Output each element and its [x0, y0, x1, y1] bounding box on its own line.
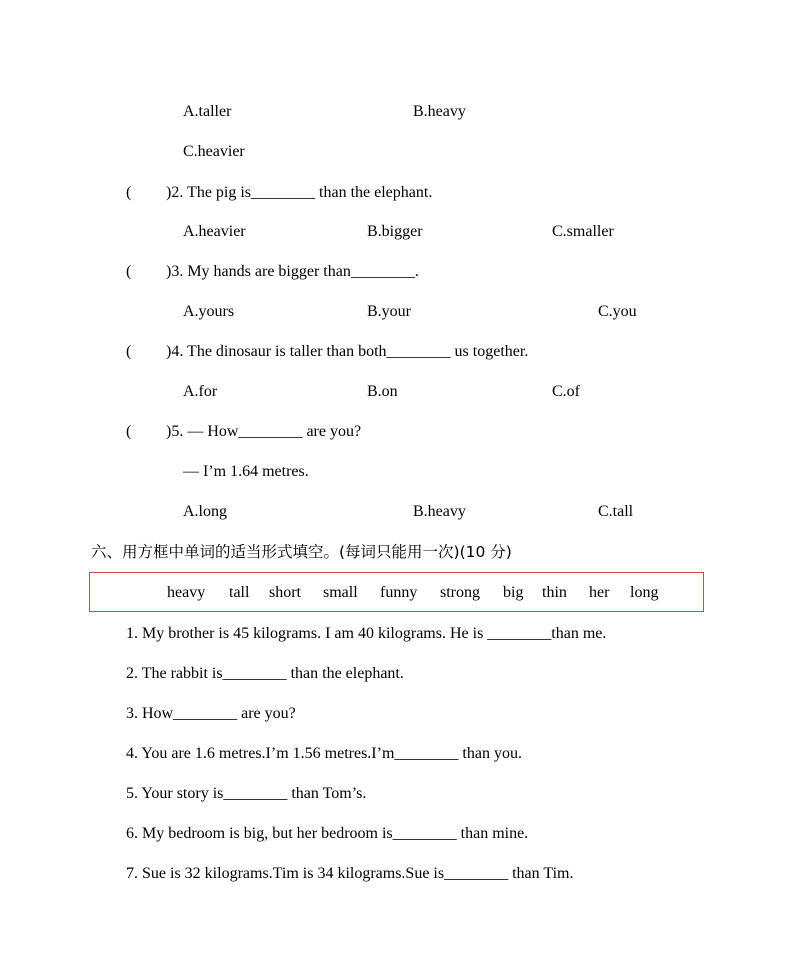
question-text: )4. The dinosaur is taller than both________ us together. [166, 343, 529, 360]
word-bank-item: small [323, 584, 358, 601]
option-c: C.smaller [552, 223, 614, 240]
fill-item-4: 4. You are 1.6 metres.I’m 1.56 metres.I’m________ than you. [126, 745, 522, 762]
answer-paren[interactable]: ( [126, 263, 132, 280]
section-6-heading: 六、用方框中单词的适当形式填空。(每词只能用一次)(10 分) [91, 543, 512, 561]
word-bank-item: thin [542, 584, 567, 601]
option-b: B.bigger [367, 223, 423, 240]
option-c: C.you [598, 303, 637, 320]
word-bank-item: big [503, 584, 524, 601]
question-text: )3. My hands are bigger than________. [166, 263, 419, 280]
option-c: C.tall [598, 503, 634, 520]
word-bank-item: strong [440, 584, 480, 601]
fill-item-3: 3. How________ are you? [126, 705, 296, 722]
fill-item-2: 2. The rabbit is________ than the elephant. [126, 665, 404, 682]
question-text: )5. — How________ are you? [166, 423, 362, 440]
dialogue-reply: — I’m 1.64 metres. [183, 463, 309, 480]
fill-item-5: 5. Your story is________ than Tom’s. [126, 785, 367, 802]
option-a: A.heavier [183, 223, 246, 240]
fill-item-1: 1. My brother is 45 kilograms. I am 40 kilograms. He is ________than me. [126, 625, 607, 642]
word-bank-item: her [589, 584, 610, 601]
q1-option-a: A.taller [183, 103, 232, 120]
option-b: B.on [367, 383, 398, 400]
option-a: A.yours [183, 303, 235, 320]
word-bank-box [89, 572, 704, 612]
option-a: A.for [183, 383, 218, 400]
word-bank-item: long [630, 584, 659, 601]
word-bank-item: tall [229, 584, 250, 601]
option-b: B.heavy [413, 503, 466, 520]
q1-option-b: B.heavy [413, 103, 466, 120]
fill-item-6: 6. My bedroom is big, but her bedroom is________ than mine. [126, 825, 529, 842]
option-c: C.of [552, 383, 580, 400]
word-bank-item: funny [380, 584, 418, 601]
question-text: )2. The pig is________ than the elephant. [166, 184, 433, 201]
word-bank-item: heavy [167, 584, 206, 601]
answer-paren[interactable]: ( [126, 184, 132, 201]
word-bank-item: short [269, 584, 301, 601]
answer-paren[interactable]: ( [126, 343, 132, 360]
answer-paren[interactable]: ( [126, 423, 132, 440]
option-b: B.your [367, 303, 411, 320]
fill-item-7: 7. Sue is 32 kilograms.Tim is 34 kilograms.Sue is________ than Tim. [126, 865, 574, 882]
option-a: A.long [183, 503, 227, 520]
q1-option-c: C.heavier [183, 143, 245, 160]
